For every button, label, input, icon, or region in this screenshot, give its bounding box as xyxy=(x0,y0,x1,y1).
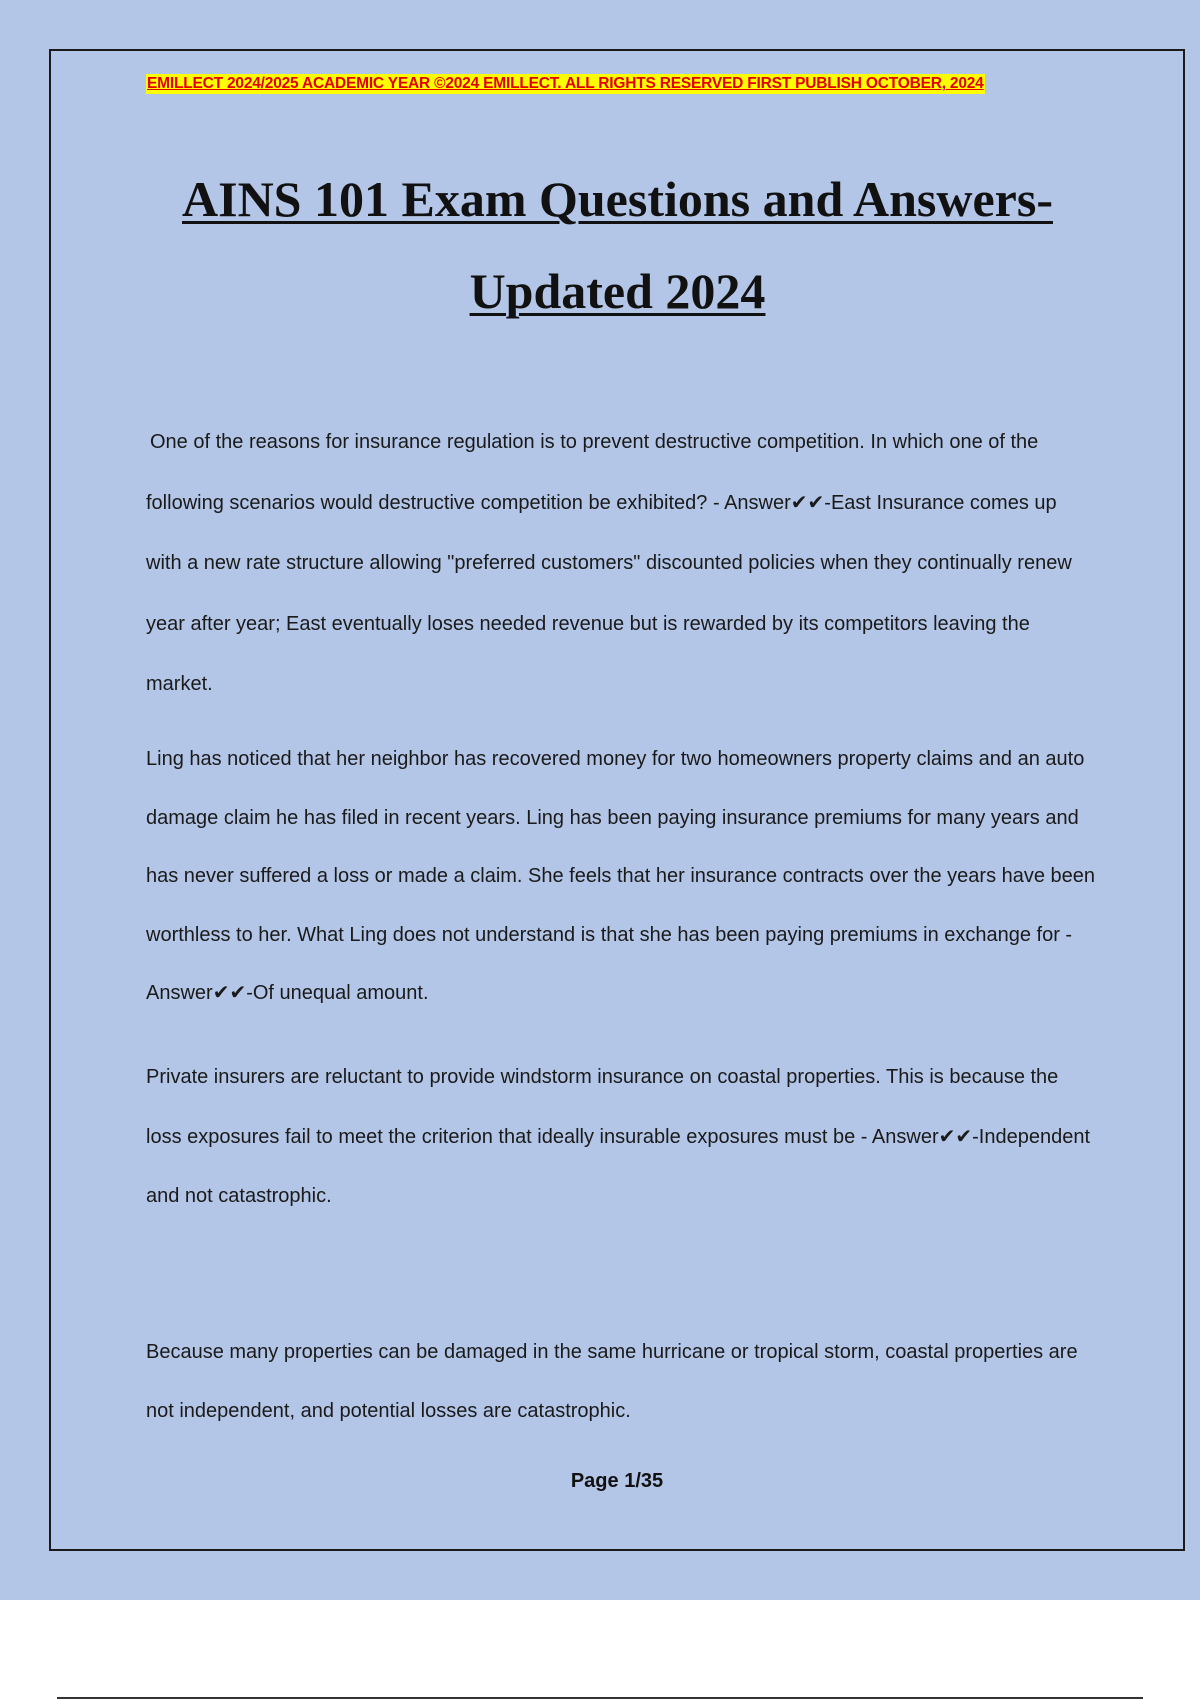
question-paragraph-1: One of the reasons for insurance regulation is to prevent destructive competition. In which one of the following scenarios would destructive competition be exhibited? - Answer✔✔-East Insurance comes up with a new rate structure allowing "preferred customers" discounted policies when they continually renew year after year; East eventually loses needed revenue but is rewarded by its competitors leaving the market. xyxy=(146,431,1072,695)
page-number: Page 1/35 xyxy=(570,1470,664,1492)
document-title-line-2: Updated 2024 xyxy=(469,263,766,319)
question-paragraph-3: Private insurers are reluctant to provide windstorm insurance on coastal properties. This is because the loss exposures fail to meet the criterion that ideally insurable exposures must be - Answer✔✔-Independent and not catastrophic. xyxy=(146,1066,1091,1207)
bottom-divider xyxy=(57,1697,1143,1699)
document-title-line-1: AINS 101 Exam Questions and Answers- xyxy=(182,171,1053,227)
copyright-banner: EMILLECT 2024/2025 ACADEMIC YEAR ©2024 EMILLECT. ALL RIGHTS RESERVED FIRST PUBLISH OCTOBER, 2024 xyxy=(147,75,984,92)
explanation-paragraph: Because many properties can be damaged in the same hurricane or tropical storm, coastal properties are not independent, and potential losses are catastrophic. xyxy=(146,1341,1078,1422)
question-paragraph-2: Ling has noticed that her neighbor has recovered money for two homeowners property claims and an auto damage claim he has filed in recent years. Ling has been paying insurance premiums for many years and has never suffered a loss or made a claim. She feels that her insurance contracts over the years have been worthless to her. What Ling does not understand is that she has been paying premiums in exchange for - Answer✔✔-Of unequal amount. xyxy=(146,748,1096,1004)
